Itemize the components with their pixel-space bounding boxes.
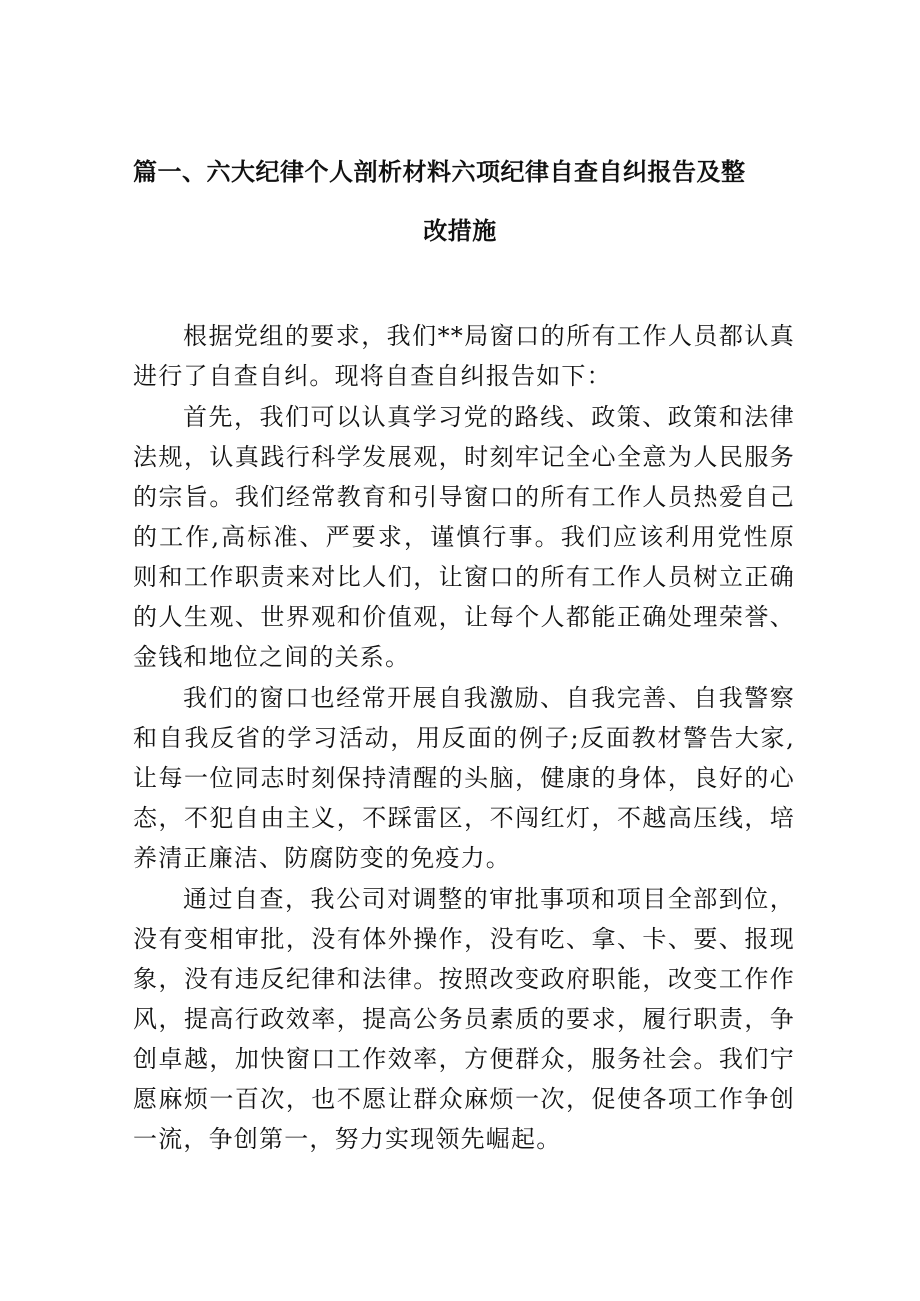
paragraph-window-activities: 我们的窗口也经常开展自我激励、自我完善、自我警察和自我反省的学习活动，用反面的例子;反面教材警告大家,让每一位同志时刻保持清醒的头脑，健康的身体，良好的心态，不犯自由主义，不踩雷区，不闯红灯，不越高压线，培养清正廉洁、防腐防变的免疫力。 (133, 684, 795, 872)
paragraph-intro: 根据党组的要求，我们**局窗口的所有工作人员都认真进行了自查自纠。现将自查自纠报告如下： (133, 322, 795, 390)
paragraph-first: 首先，我们可以认真学习党的路线、政策、政策和法律法规，认真践行科学发展观，时刻牢记全心全意为人民服务的宗旨。我们经常教育和引导窗口的所有工作人员热爱自己的工作,高标准、严要求，谨慎行事。我们应该利用党性原则和工作职责来对比人们，让窗口的所有工作人员树立正确的人生观、世界观和价值观，让每个人都能正确处理荣誉、金钱和地位之间的关系。 (133, 403, 795, 671)
document-title-line-2: 改措施 (423, 216, 497, 245)
document-title-line-1: 篇一、六大纪律个人剖析材料六项纪律自查自纠报告及整 (133, 157, 746, 186)
document-body (133, 316, 795, 1159)
paragraph-self-check: 通过自查，我公司对调整的审批事项和项目全部到位，没有变相审批，没有体外操作，没有吃、拿、卡、要、报现象，没有违反纪律和法律。按照改变政府职能，改变工作作风，提高行政效率，提高公务员素质的要求，履行职责，争创卓越，加快窗口工作效率，方便群众，服务社会。我们宁愿麻烦一百次，也不愿让群众麻烦一次，促使各项工作争创一流，争创第一，努力实现领先崛起。 (133, 885, 795, 1153)
